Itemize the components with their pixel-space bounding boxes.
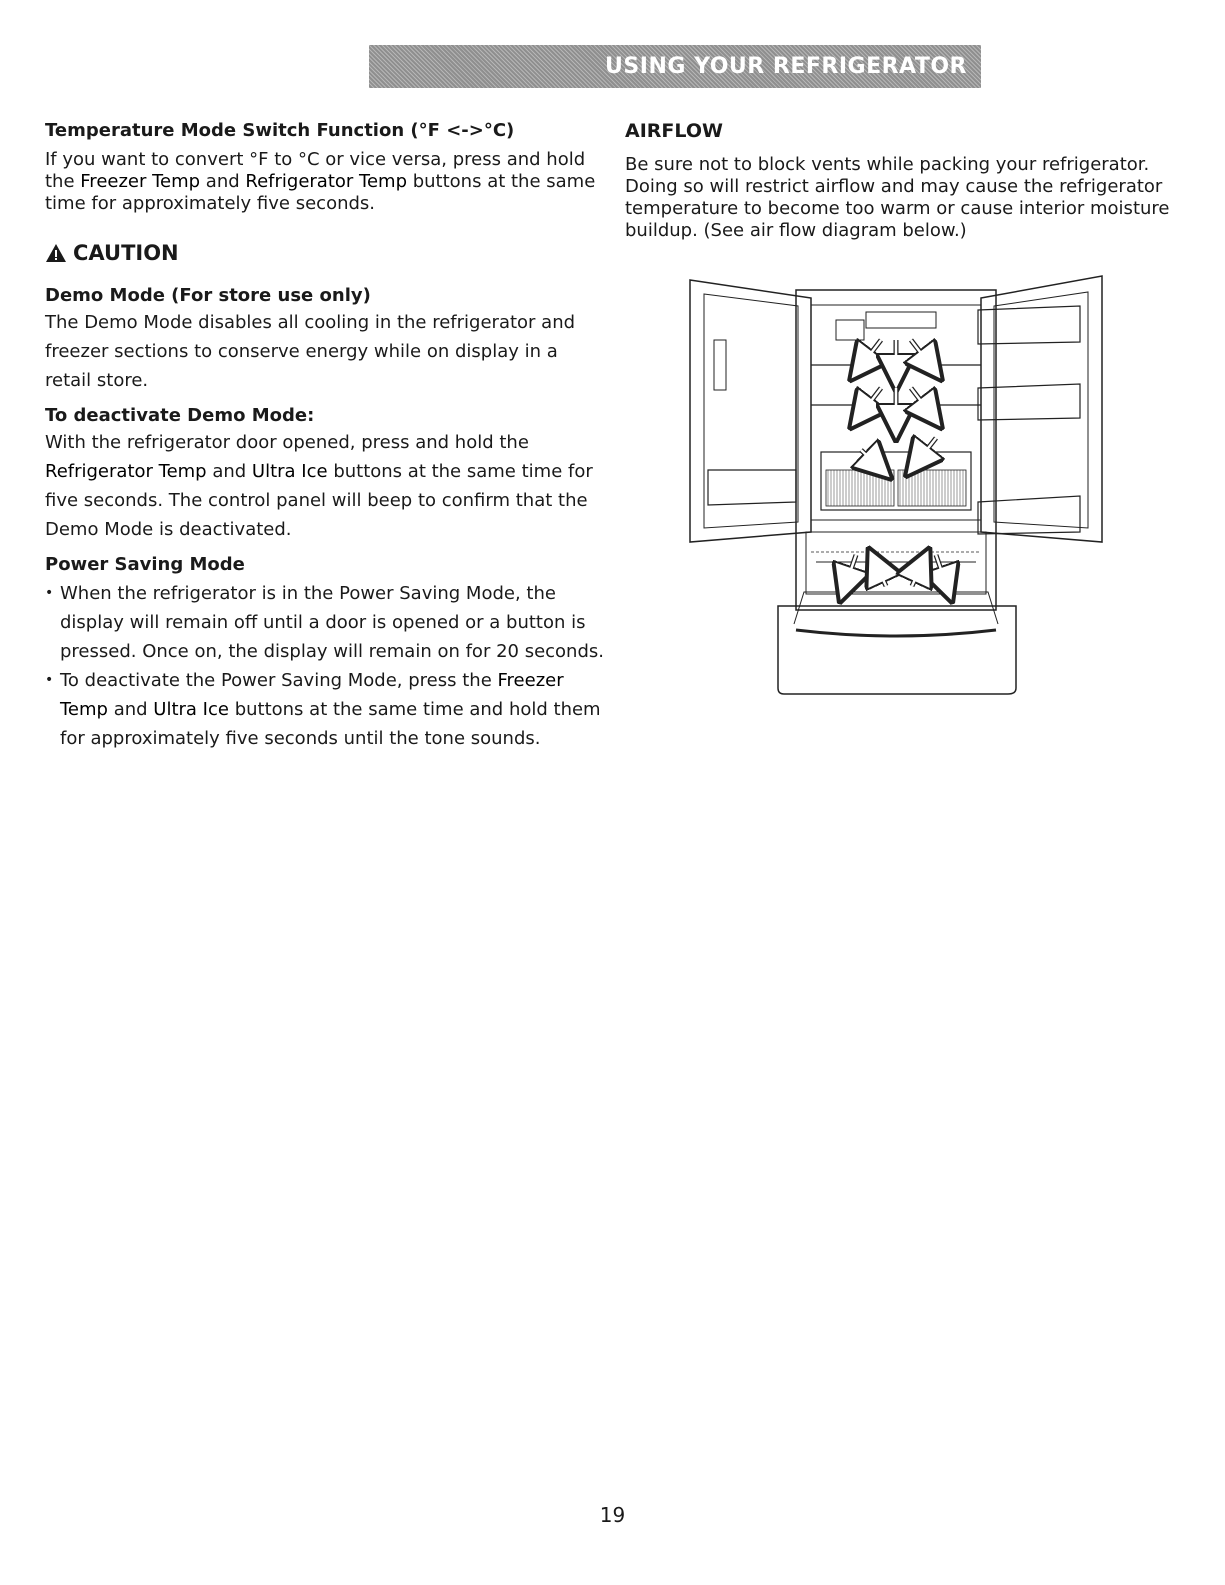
power-saving-bullet-2 xyxy=(45,666,605,753)
temp-mode-text-a: If you want to convert °F to °C or vice versa, press and hold the xyxy=(45,149,586,192)
temp-mode-heading: Temperature Mode Switch Function (°F <->°C) xyxy=(45,120,515,141)
power-saving-bullet-1: • When the refrigerator is in the Power Saving Mode, the display will remain off until a door is opened or a button is pressed. Once on, the display will remain on for 20 seconds. xyxy=(45,579,605,666)
demo-mode-text: The Demo Mode disables all cooling in the refrigerator and freezer sections to conserve energy while on display in a retail store. xyxy=(45,312,576,391)
temp-mode-text-b: and xyxy=(200,171,246,192)
ps-b2-text-c: buttons at the same time and hold them for approximately five seconds until the tone sounds. xyxy=(60,699,601,749)
deactivate-heading: To deactivate Demo Mode: xyxy=(45,405,315,426)
freezer-drawer xyxy=(778,606,1016,694)
banner-title: USING YOUR REFRIGERATOR xyxy=(605,54,967,79)
left-column xyxy=(45,120,605,753)
caution-heading xyxy=(45,241,605,265)
deactivate-text xyxy=(45,428,605,544)
ps-b2-text-b: and xyxy=(107,699,154,720)
temp-mode-text xyxy=(45,149,605,215)
right-bin-2 xyxy=(978,384,1080,420)
power-saving-heading: Power Saving Mode xyxy=(45,554,245,575)
temp-mode-text-c: buttons at the same time for approximately five seconds. xyxy=(45,171,596,214)
kw-freezer-temp: Freezer Temp xyxy=(80,171,201,192)
airflow-heading: AIRFLOW xyxy=(625,120,723,142)
kw-ultra-ice-2: Ultra Ice xyxy=(153,699,229,720)
freezer-handle xyxy=(796,630,996,636)
right-door xyxy=(981,276,1102,542)
ps-b2-text-a: To deactivate the Power Saving Mode, press the xyxy=(60,670,498,691)
caution-label: CAUTION xyxy=(73,241,179,265)
right-column xyxy=(625,120,1180,242)
right-bin-3 xyxy=(978,496,1080,534)
airflow-arrows xyxy=(844,340,948,590)
page-number: 19 xyxy=(599,1503,626,1527)
kw-refrigerator-temp-2: Refrigerator Temp xyxy=(45,461,207,482)
deactivate-text-c: buttons at the same time for five seconds. The control panel will beep to confirm that the Demo Mode is deactivated. xyxy=(45,461,593,540)
demo-mode-heading: Demo Mode (For store use only) xyxy=(45,285,371,306)
kw-freezer-temp-2: Freezer Temp xyxy=(60,670,564,720)
section-banner xyxy=(369,45,981,88)
kw-refrigerator-temp: Refrigerator Temp xyxy=(245,171,407,192)
warning-triangle-icon xyxy=(45,243,67,263)
deactivate-text-a: With the refrigerator door opened, press and hold the xyxy=(45,432,529,453)
power-saving-list xyxy=(45,579,605,753)
deactivate-text-b: and xyxy=(206,461,252,482)
kw-ultra-ice: Ultra Ice xyxy=(251,461,328,482)
airflow-text: Be sure not to block vents while packing your refrigerator. Doing so will restrict airflow and may cause the refrigerator temperature to become too warm or cause interior moisture buildup. (See air flow diagram below.) xyxy=(625,154,1170,241)
right-bin-1 xyxy=(978,306,1080,344)
airflow-diagram xyxy=(686,270,1106,700)
